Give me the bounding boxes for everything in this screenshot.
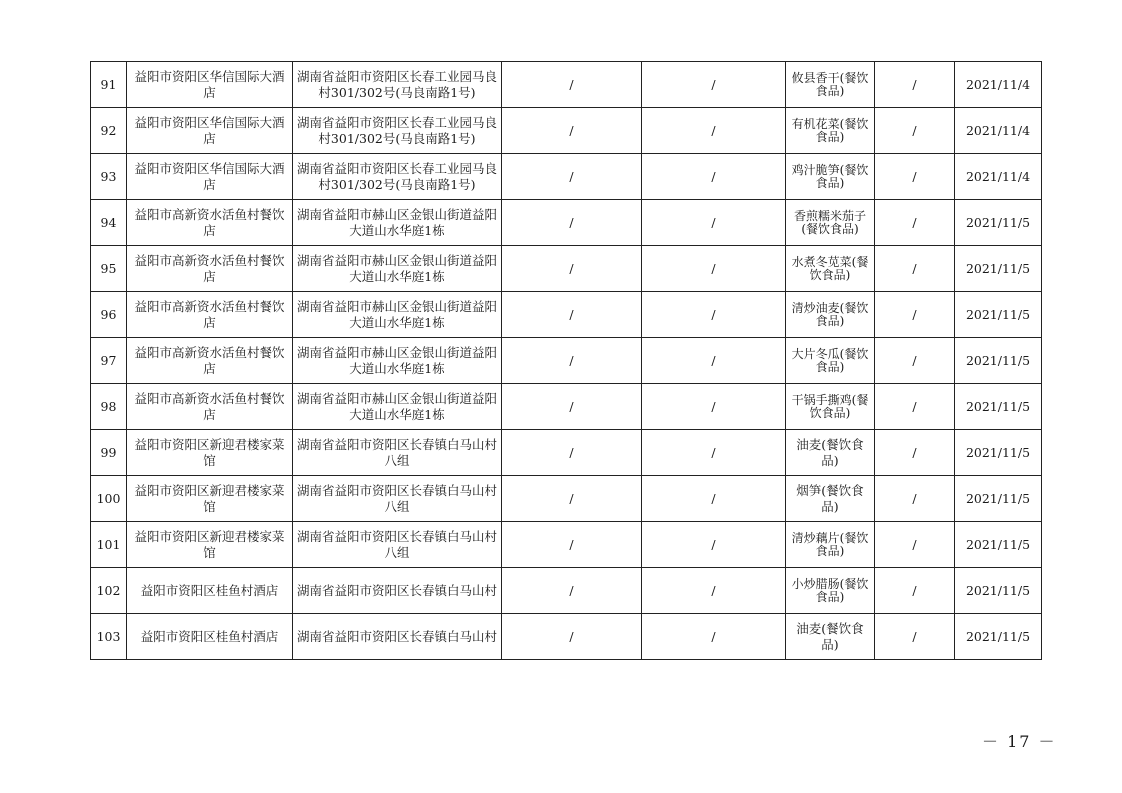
inspection-table [90,61,1042,660]
table-row [91,62,1042,108]
date-cell: 2021/11/5 [955,338,1042,384]
business-name-cell: 益阳市资阳区新迎君楼家菜馆 [127,522,293,568]
row-number-cell: 96 [91,292,127,338]
slash-cell: / [642,200,786,246]
slash-cell: / [642,430,786,476]
address-cell: 湖南省益阳市资阳区长春工业园马良村301/302号(马良南路1号) [293,154,502,200]
food-name-cell: 大片冬瓜(餐饮食品) [786,338,875,384]
slash-cell: / [502,476,642,522]
table-row [91,568,1042,614]
slash-cell: / [502,384,642,430]
table-row [91,108,1042,154]
slash-cell: / [875,522,955,568]
food-name-cell: 小炒腊肠(餐饮食品) [786,568,875,614]
date-cell: 2021/11/5 [955,522,1042,568]
row-number-cell: 94 [91,200,127,246]
row-number-cell: 99 [91,430,127,476]
address-cell: 湖南省益阳市赫山区金银山街道益阳大道山水华庭1栋 [293,246,502,292]
business-name-cell: 益阳市资阳区新迎君楼家菜馆 [127,476,293,522]
address-cell: 湖南省益阳市资阳区长春镇白马山村八组 [293,430,502,476]
table-row [91,384,1042,430]
business-name-cell: 益阳市高新资水活鱼村餐饮店 [127,384,293,430]
slash-cell: / [642,292,786,338]
table-row [91,246,1042,292]
food-name-cell: 香煎糯米茄子(餐饮食品) [786,200,875,246]
slash-cell: / [642,476,786,522]
row-number-cell: 92 [91,108,127,154]
address-cell: 湖南省益阳市资阳区长春工业园马良村301/302号(马良南路1号) [293,62,502,108]
slash-cell: / [875,108,955,154]
table-row [91,154,1042,200]
table-row [91,476,1042,522]
food-name-cell: 鸡汁脆笋(餐饮食品) [786,154,875,200]
slash-cell: / [502,614,642,660]
date-cell: 2021/11/5 [955,430,1042,476]
slash-cell: / [875,200,955,246]
table-row [91,200,1042,246]
slash-cell: / [502,292,642,338]
date-cell: 2021/11/4 [955,62,1042,108]
address-cell: 湖南省益阳市资阳区长春镇白马山村八组 [293,476,502,522]
address-cell: 湖南省益阳市资阳区长春工业园马良村301/302号(马良南路1号) [293,108,502,154]
business-name-cell: 益阳市资阳区华信国际大酒店 [127,62,293,108]
date-cell: 2021/11/5 [955,614,1042,660]
slash-cell: / [502,108,642,154]
table-row [91,430,1042,476]
date-cell: 2021/11/5 [955,200,1042,246]
slash-cell: / [642,246,786,292]
business-name-cell: 益阳市高新资水活鱼村餐饮店 [127,292,293,338]
address-cell: 湖南省益阳市资阳区长春镇白马山村 [293,614,502,660]
slash-cell: / [502,568,642,614]
business-name-cell: 益阳市资阳区华信国际大酒店 [127,154,293,200]
food-name-cell: 油麦(餐饮食品) [786,614,875,660]
slash-cell: / [502,338,642,384]
date-cell: 2021/11/5 [955,568,1042,614]
food-name-cell: 水煮冬苋菜(餐饮食品) [786,246,875,292]
slash-cell: / [875,292,955,338]
date-cell: 2021/11/5 [955,476,1042,522]
row-number-cell: 103 [91,614,127,660]
page-number: － 17 － [982,732,1057,751]
business-name-cell: 益阳市资阳区桂鱼村酒店 [127,568,293,614]
row-number-cell: 101 [91,522,127,568]
row-number-cell: 98 [91,384,127,430]
slash-cell: / [642,614,786,660]
slash-cell: / [875,338,955,384]
table-row [91,614,1042,660]
slash-cell: / [502,154,642,200]
business-name-cell: 益阳市高新资水活鱼村餐饮店 [127,200,293,246]
slash-cell: / [875,246,955,292]
slash-cell: / [875,476,955,522]
slash-cell: / [875,154,955,200]
slash-cell: / [642,62,786,108]
row-number-cell: 100 [91,476,127,522]
slash-cell: / [642,384,786,430]
address-cell: 湖南省益阳市赫山区金银山街道益阳大道山水华庭1栋 [293,200,502,246]
business-name-cell: 益阳市资阳区桂鱼村酒店 [127,614,293,660]
row-number-cell: 93 [91,154,127,200]
address-cell: 湖南省益阳市资阳区长春镇白马山村 [293,568,502,614]
slash-cell: / [502,246,642,292]
business-name-cell: 益阳市资阳区华信国际大酒店 [127,108,293,154]
food-name-cell: 干锅手撕鸡(餐饮食品) [786,384,875,430]
business-name-cell: 益阳市资阳区新迎君楼家菜馆 [127,430,293,476]
address-cell: 湖南省益阳市赫山区金银山街道益阳大道山水华庭1栋 [293,292,502,338]
date-cell: 2021/11/5 [955,292,1042,338]
slash-cell: / [875,430,955,476]
address-cell: 湖南省益阳市资阳区长春镇白马山村八组 [293,522,502,568]
food-name-cell: 清炒藕片(餐饮食品) [786,522,875,568]
row-number-cell: 102 [91,568,127,614]
slash-cell: / [875,568,955,614]
address-cell: 湖南省益阳市赫山区金银山街道益阳大道山水华庭1栋 [293,384,502,430]
slash-cell: / [502,200,642,246]
date-cell: 2021/11/4 [955,154,1042,200]
slash-cell: / [875,614,955,660]
address-cell: 湖南省益阳市赫山区金银山街道益阳大道山水华庭1栋 [293,338,502,384]
slash-cell: / [642,154,786,200]
business-name-cell: 益阳市高新资水活鱼村餐饮店 [127,338,293,384]
date-cell: 2021/11/5 [955,246,1042,292]
slash-cell: / [875,62,955,108]
food-name-cell: 攸县香干(餐饮食品) [786,62,875,108]
table-row [91,338,1042,384]
slash-cell: / [642,522,786,568]
slash-cell: / [642,338,786,384]
table-body [91,62,1042,660]
slash-cell: / [642,568,786,614]
food-name-cell: 油麦(餐饮食品) [786,430,875,476]
slash-cell: / [502,62,642,108]
date-cell: 2021/11/5 [955,384,1042,430]
slash-cell: / [875,384,955,430]
table-row [91,522,1042,568]
food-name-cell: 有机花菜(餐饮食品) [786,108,875,154]
food-name-cell: 烟笋(餐饮食品) [786,476,875,522]
row-number-cell: 91 [91,62,127,108]
table-row [91,292,1042,338]
slash-cell: / [502,522,642,568]
food-name-cell: 清炒油麦(餐饮食品) [786,292,875,338]
row-number-cell: 97 [91,338,127,384]
slash-cell: / [642,108,786,154]
business-name-cell: 益阳市高新资水活鱼村餐饮店 [127,246,293,292]
row-number-cell: 95 [91,246,127,292]
slash-cell: / [502,430,642,476]
date-cell: 2021/11/4 [955,108,1042,154]
